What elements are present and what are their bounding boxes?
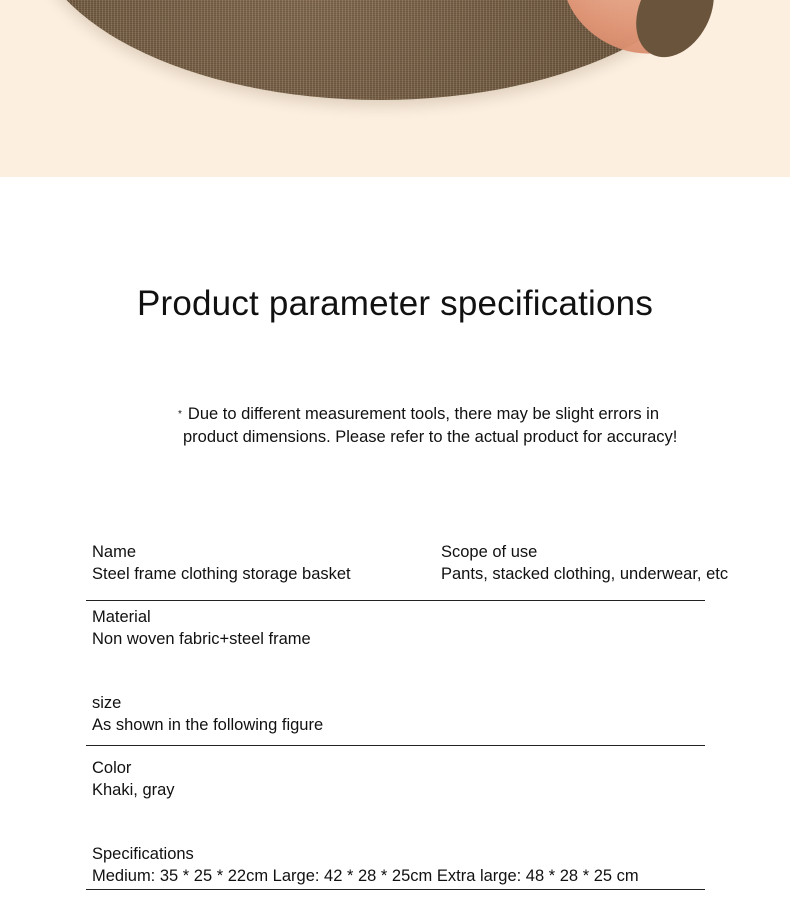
note-marker: * [178,409,182,420]
spec-label: Scope of use [441,543,538,561]
note-line-2: product dimensions. Please refer to the actual product for accuracy! [183,428,678,446]
page-title: Product parameter specifications [136,284,654,323]
spec-label: Material [92,608,151,626]
spec-label: Name [92,543,137,561]
spec-name [92,541,351,585]
divider [86,889,705,890]
spec-value: Non woven fabric+steel frame [92,630,311,648]
spec-label: Specifications [92,845,194,863]
measurement-note [178,403,758,448]
divider [86,600,705,601]
product-photo-banner [0,0,790,177]
spec-label: Color [92,759,132,777]
spec-label: size [92,694,122,712]
divider [86,745,705,746]
note-line-1: Due to different measurement tools, there may be slight errors in [187,405,659,423]
spec-value: Pants, stacked clothing, underwear, etc [441,565,729,583]
spec-value: Steel frame clothing storage basket [92,565,351,583]
spec-size [92,692,323,736]
spec-specifications [92,843,639,887]
spec-material [92,606,311,650]
spec-color [92,757,175,801]
spec-scope-of-use [441,541,728,585]
spec-value: Medium: 35 * 25 * 22cm Large: 42 * 28 * 25cm Extra large: 48 * 28 * 25 cm [92,867,639,885]
spec-value: Khaki, gray [92,781,175,799]
spec-value: As shown in the following figure [92,716,324,734]
fabric-basket-edge [621,0,730,71]
